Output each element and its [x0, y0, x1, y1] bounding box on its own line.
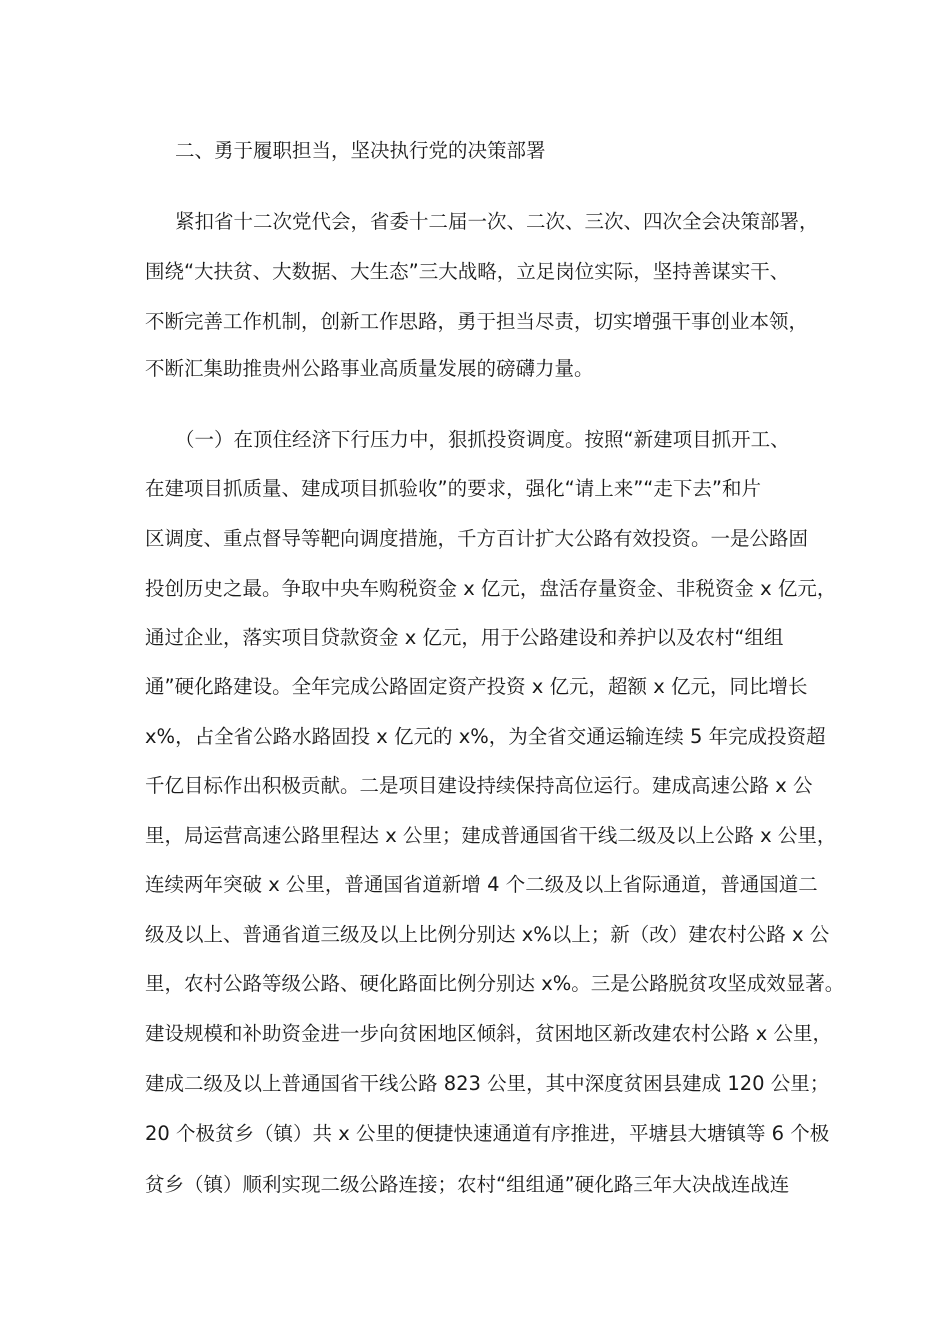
- paragraph-line: 投创历史之最。争取中央车购税资金 x 亿元，盘活存量资金、非税资金 x 亿元，: [145, 577, 837, 600]
- paragraph-line: 通”硬化路建设。全年完成公路固定资产投资 x 亿元，超额 x 亿元，同比增长: [145, 675, 808, 698]
- paragraph-line: 建成二级及以上普通国省干线公路 823 公里，其中深度贫困县建成 120 公里；: [145, 1072, 830, 1095]
- paragraph-line: （一）在顶住经济下行压力中，狠抓投资调度。按照“新建项目抓开工、: [175, 428, 790, 451]
- paragraph-line: 里，局运营高速公路里程达 x 公里；建成普通国省干线二级及以上公路 x 公里，: [145, 824, 837, 847]
- paragraph-line: x%，占全省公路水路固投 x 亿元的 x%，为全省交通运输连续 5 年完成投资超: [145, 725, 826, 748]
- paragraph-line: 不断完善工作机制，创新工作思路，勇于担当尽责，切实增强干事创业本领，: [145, 310, 809, 333]
- paragraph-line: 在建项目抓质量、建成项目抓验收”的要求，强化“请上来”“走下去”和片: [145, 477, 762, 500]
- paragraph-line: 千亿目标作出积极贡献。二是项目建设持续保持高位运行。建成高速公路 x 公: [145, 774, 813, 797]
- paragraph-line: 里，农村公路等级公路、硬化路面比例分别达 x%。三是公路脱贫攻坚成效显著。: [145, 972, 845, 995]
- paragraph-line: 贫乡（镇）顺利实现二级公路连接；农村“组组通”硬化路三年大决战连战连: [145, 1173, 790, 1196]
- paragraph-line: 围绕“大扶贫、大数据、大生态”三大战略，立足岗位实际，坚持善谋实干、: [145, 260, 790, 283]
- paragraph-line: 建设规模和补助资金进一步向贫困地区倾斜，贫困地区新改建农村公路 x 公里，: [145, 1022, 832, 1045]
- paragraph-line: 级及以上、普通省道三级及以上比例分别达 x%以上；新（改）建农村公路 x 公: [145, 923, 830, 946]
- section-heading: 二、勇于履职担当，坚决执行党的决策部署: [175, 139, 546, 162]
- paragraph-line: 区调度、重点督导等靶向调度措施，千方百计扩大公路有效投资。一是公路固: [145, 527, 809, 550]
- paragraph-line: 通过企业，落实项目贷款资金 x 亿元，用于公路建设和养护以及农村“组组: [145, 626, 784, 649]
- paragraph-line: 不断汇集助推贵州公路事业高质量发展的磅礴力量。: [145, 357, 594, 380]
- paragraph-line: 紧扣省十二次党代会，省委十二届一次、二次、三次、四次全会决策部署，: [175, 210, 819, 233]
- paragraph-line: 连续两年突破 x 公里，普通国省道新增 4 个二级及以上省际通道，普通国道二: [145, 873, 818, 896]
- paragraph-line: 20 个极贫乡（镇）共 x 公里的便捷快速通道有序推进，平塘县大塘镇等 6 个极: [145, 1122, 830, 1145]
